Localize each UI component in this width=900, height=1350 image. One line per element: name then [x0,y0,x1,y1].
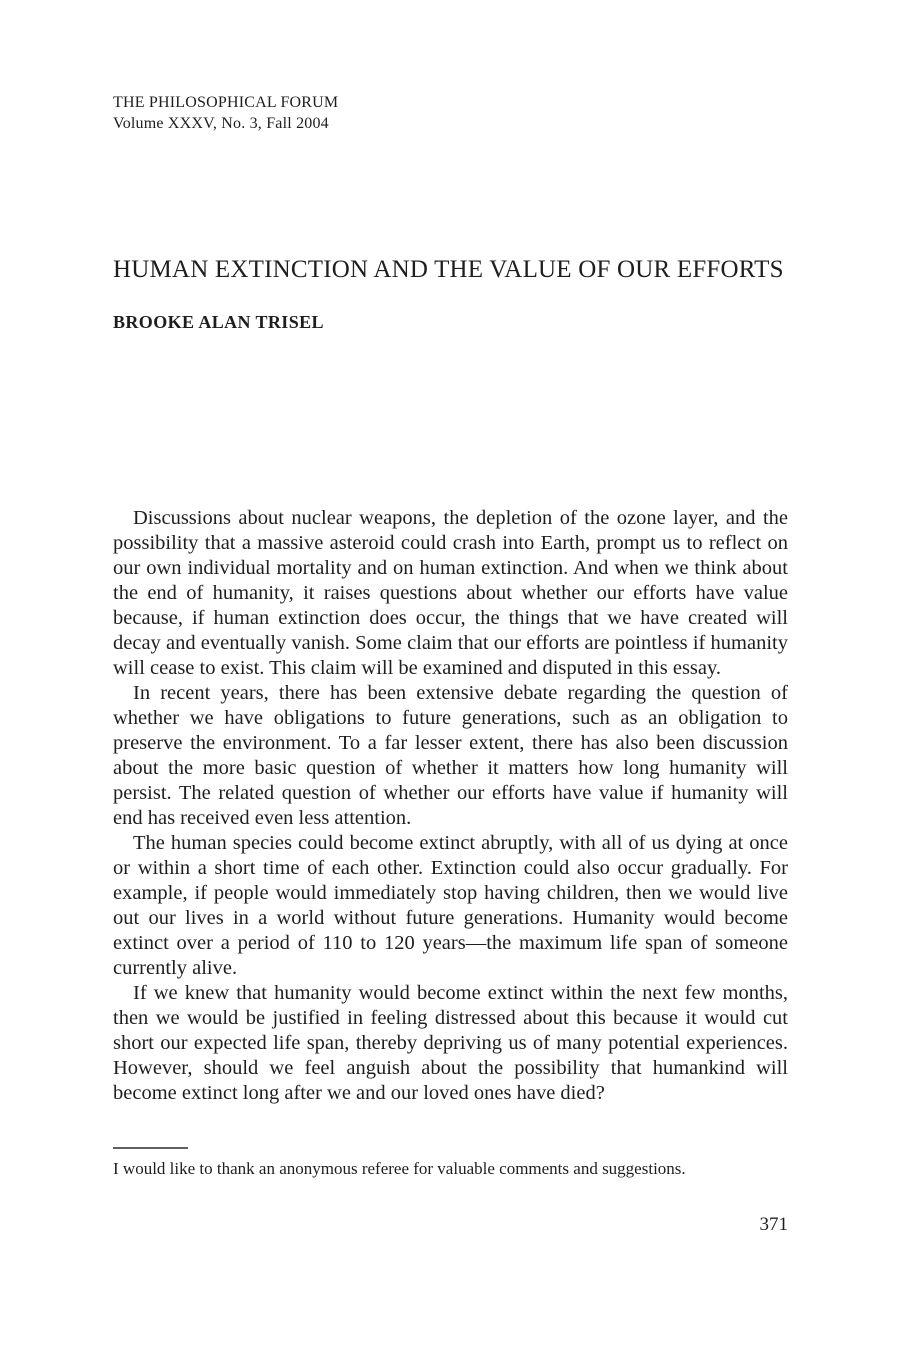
journal-name: THE PHILOSOPHICAL FORUM [113,94,339,111]
journal-header [113,92,788,134]
page-number: 371 [759,1214,788,1235]
article-body [113,506,788,1106]
paragraph-3: The human species could become extinct abruptly, with all of us dying at once or within a short time of each other. Extinction could also occur gradually. For example, if people would immediately stop having children, then we would live out our lives in a world without future generations. Humanity would become extinct over a period of 110 to 120 years—the maximum life span of someone currently alive. [113,832,788,979]
article-author: BROOKE ALAN TRISEL [113,312,324,332]
paragraph-1: Discussions about nuclear weapons, the depletion of the ozone layer, and the possibility that a massive asteroid could crash into Earth, prompt us to reflect on our own individual mortality and on human extinction. And when we think about the end of humanity, it raises questions about whether our efforts have value because, if human extinction does occur, the things that we have created will decay and eventually vanish. Some claim that our efforts are pointless if humanity will cease to exist. This claim will be examined and disputed in this essay. [113,507,788,679]
paragraph-2: In recent years, there has been extensive debate regarding the question of whether we have obligations to future generations, such as an obligation to preserve the environment. To a far lesser extent, there has also been discussion about the more basic question of whether it matters how long humanity will persist. The related question of whether our efforts have value if humanity will end has received even less attention. [113,682,788,829]
footnote-text: I would like to thank an anonymous referee for valuable comments and suggestions. [113,1159,686,1178]
journal-issue: Volume XXXV, No. 3, Fall 2004 [113,115,329,132]
footnote-rule [113,1147,188,1149]
paragraph-4: If we knew that humanity would become extinct within the next few months, then we would be justified in feeling distressed about this because it would cut short our expected life span, thereby depriving us of many potential experiences. However, should we feel anguish about the possibility that humankind will become extinct long after we and our loved ones have died? [113,982,788,1104]
article-title: HUMAN EXTINCTION AND THE VALUE OF OUR EFFORTS [113,256,784,283]
